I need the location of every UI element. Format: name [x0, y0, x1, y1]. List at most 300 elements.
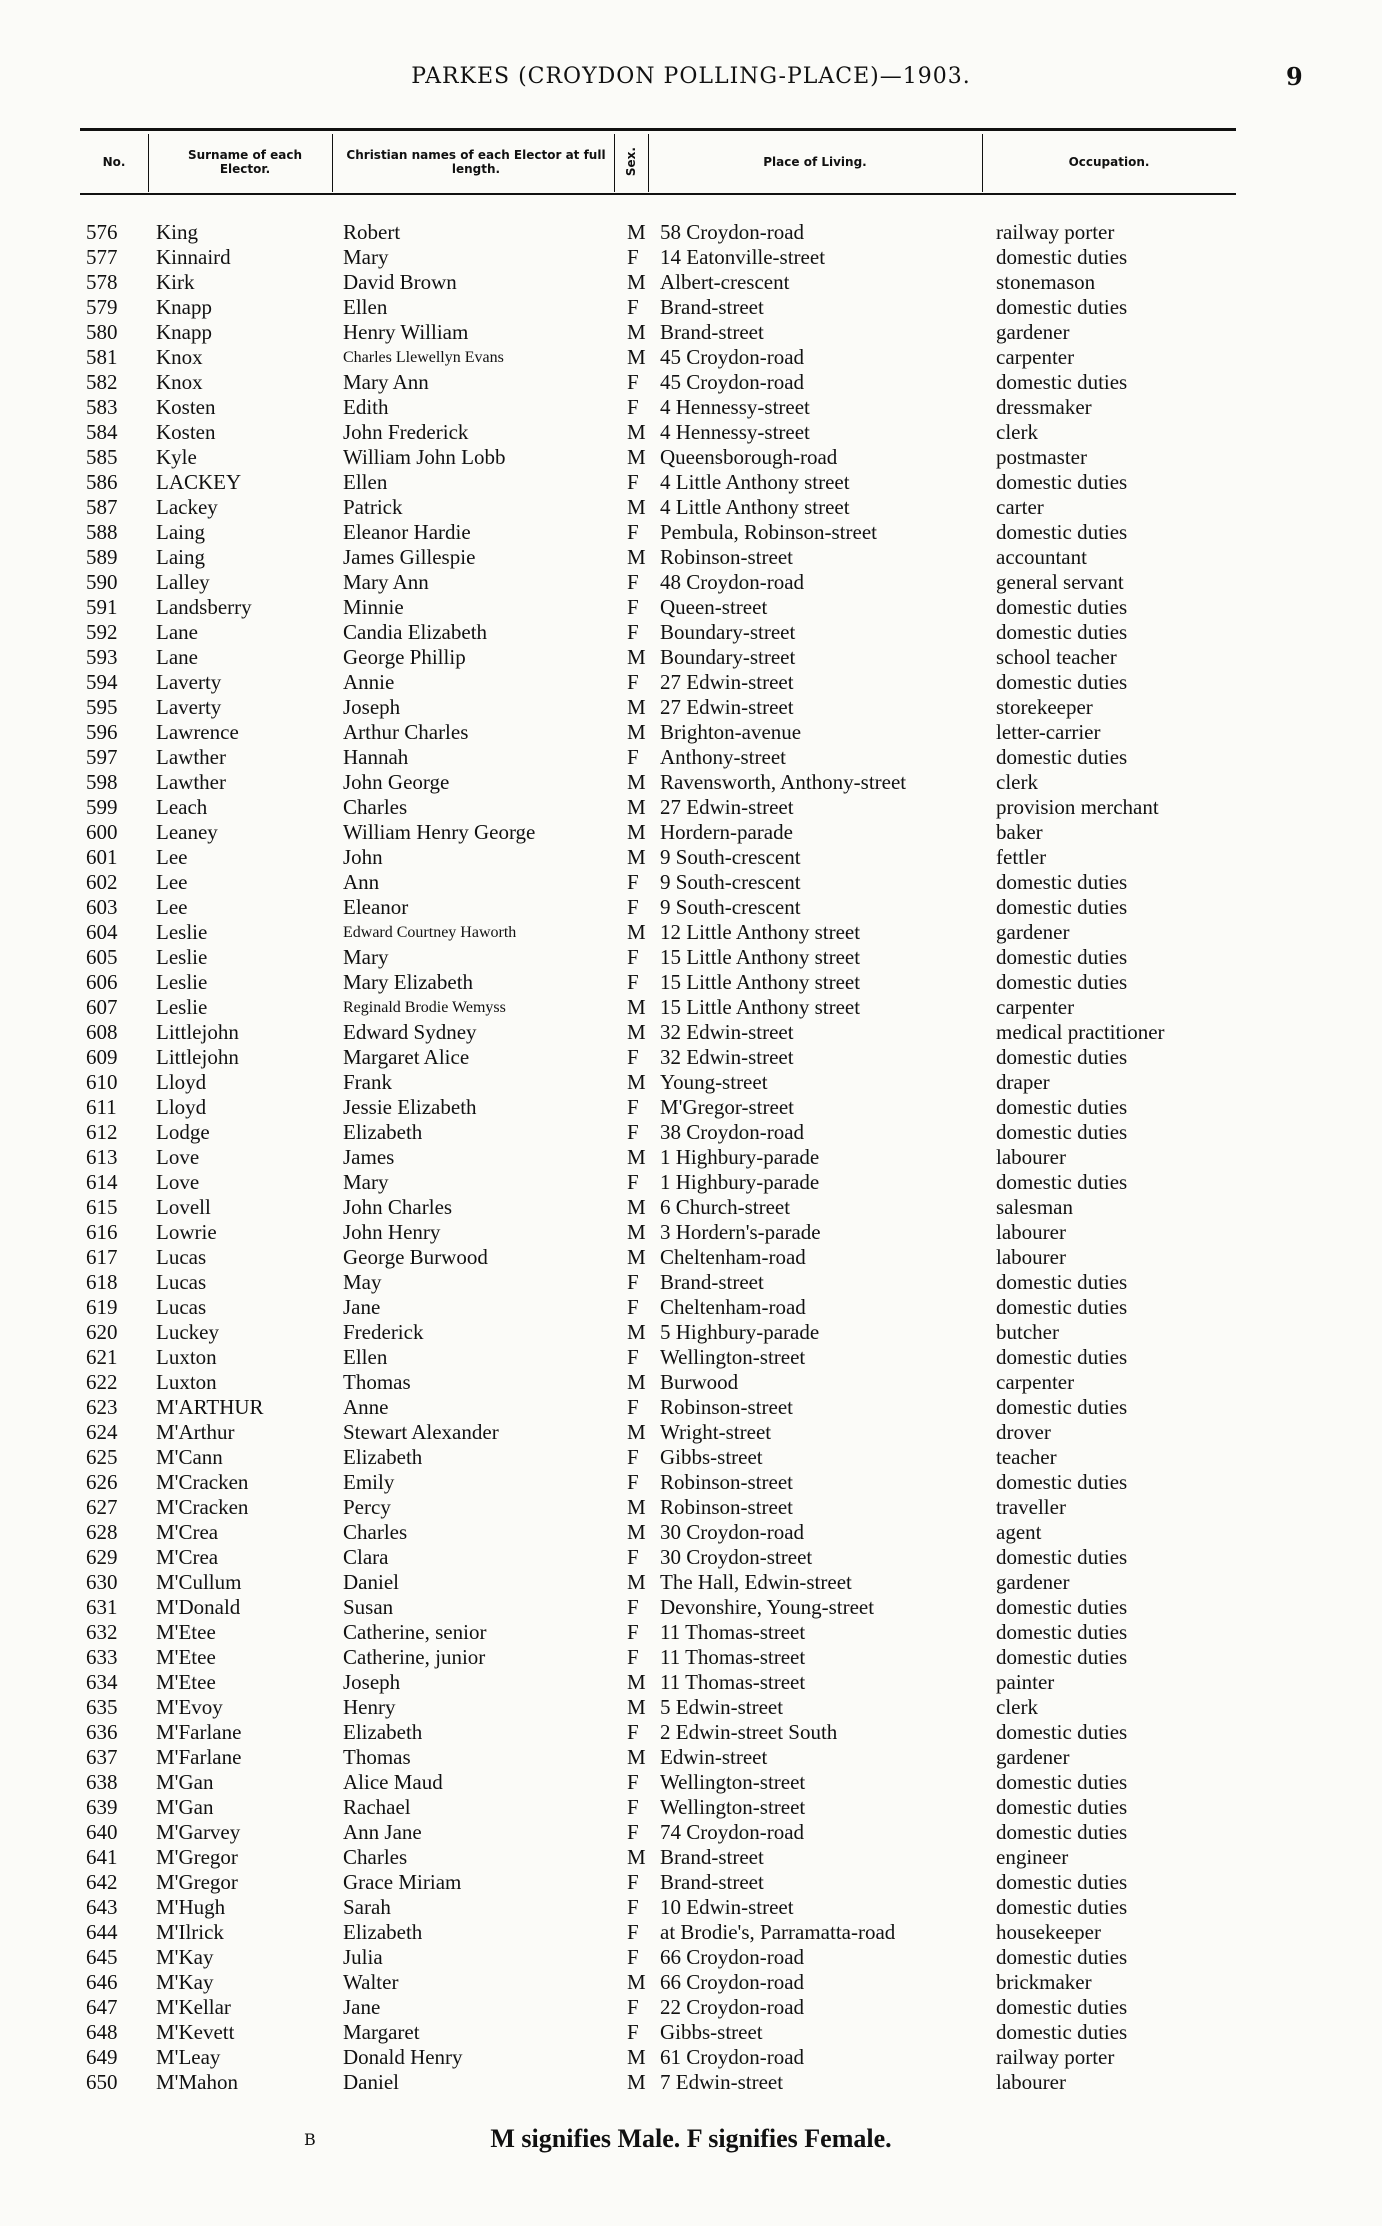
christian-names: Henry William: [343, 320, 469, 344]
place-of-living: 22 Croydon-road: [660, 1995, 805, 2019]
sex: M: [627, 645, 646, 669]
elector-number: 625: [86, 1445, 118, 1469]
elector-number: 608: [86, 1020, 118, 1044]
occupation: labourer: [996, 1145, 1066, 1169]
elector-number: 582: [86, 370, 118, 394]
elector-number: 628: [86, 1520, 118, 1544]
surname: M'Hugh: [156, 1895, 226, 1919]
column-header-christian-names: Christian names of each Elector at full length.: [346, 148, 606, 176]
sex: F: [627, 245, 639, 269]
table-row: [0, 1670, 1382, 1695]
occupation: domestic duties: [996, 1820, 1128, 1844]
christian-names: Candia Elizabeth: [343, 620, 488, 644]
table-row: [0, 1970, 1382, 1995]
sex: F: [627, 1895, 639, 1919]
sex: M: [627, 720, 646, 744]
table-row: [0, 1820, 1382, 1845]
table-row: [0, 645, 1382, 670]
occupation: letter-carrier: [996, 720, 1101, 744]
christian-names: Margaret Alice: [343, 1045, 470, 1069]
table-row: [0, 1095, 1382, 1120]
sex: M: [627, 220, 646, 244]
occupation: labourer: [996, 2070, 1066, 2094]
sex: F: [627, 1645, 639, 1669]
occupation: domestic duties: [996, 1470, 1128, 1494]
surname: Kirk: [156, 270, 195, 294]
sex: M: [627, 1320, 646, 1344]
occupation: labourer: [996, 1220, 1066, 1244]
table-row: [0, 895, 1382, 920]
place-of-living: 1 Highbury-parade: [660, 1170, 820, 1194]
christian-names: John Charles: [343, 1195, 453, 1219]
elector-number: 583: [86, 395, 118, 419]
column-separator: [982, 134, 983, 192]
elector-list: [0, 220, 1382, 2095]
sex: M: [627, 1495, 646, 1519]
christian-names: Ellen: [343, 470, 388, 494]
surname: Lane: [156, 620, 198, 644]
occupation: baker: [996, 820, 1043, 844]
sex: F: [627, 595, 639, 619]
place-of-living: 5 Edwin-street: [660, 1695, 784, 1719]
place-of-living: 58 Croydon-road: [660, 220, 805, 244]
christian-names: Thomas: [343, 1370, 411, 1394]
sex: F: [627, 1120, 639, 1144]
elector-number: 639: [86, 1795, 118, 1819]
sex: M: [627, 320, 646, 344]
christian-names: Clara: [343, 1545, 389, 1569]
occupation: draper: [996, 1070, 1050, 1094]
sex: F: [627, 1770, 639, 1794]
occupation: dressmaker: [996, 395, 1092, 419]
elector-number: 615: [86, 1195, 118, 1219]
christian-names: Annie: [343, 670, 395, 694]
occupation: clerk: [996, 770, 1038, 794]
elector-number: 581: [86, 345, 118, 369]
surname: M'Cann: [156, 1445, 223, 1469]
elector-number: 600: [86, 820, 118, 844]
page-number: 9: [1286, 62, 1303, 91]
elector-number: 596: [86, 720, 118, 744]
elector-number: 642: [86, 1870, 118, 1894]
sex: F: [627, 1820, 639, 1844]
place-of-living: 45 Croydon-road: [660, 345, 805, 369]
place-of-living: Wellington-street: [660, 1795, 806, 1819]
sex: F: [627, 1470, 639, 1494]
occupation: agent: [996, 1520, 1042, 1544]
place-of-living: 11 Thomas-street: [660, 1645, 806, 1669]
surname: Love: [156, 1170, 200, 1194]
place-of-living: 15 Little Anthony street: [660, 995, 861, 1019]
column-separator: [648, 134, 649, 192]
christian-names: Charles Llewellyn Evans: [343, 349, 504, 366]
table-row: [0, 420, 1382, 445]
christian-names: Eleanor: [343, 895, 409, 919]
surname: Lalley: [156, 570, 210, 594]
surname: Leslie: [156, 920, 208, 944]
table-row: [0, 770, 1382, 795]
table-row: [0, 1120, 1382, 1145]
occupation: domestic duties: [996, 1895, 1128, 1919]
surname: Knox: [156, 370, 203, 394]
place-of-living: 10 Edwin-street: [660, 1895, 794, 1919]
table-row: [0, 1420, 1382, 1445]
surname: M'Gregor: [156, 1870, 238, 1894]
sex: M: [627, 695, 646, 719]
occupation: domestic duties: [996, 1170, 1128, 1194]
surname: Lawther: [156, 745, 226, 769]
place-of-living: 6 Church-street: [660, 1195, 791, 1219]
surname: Lawther: [156, 770, 226, 794]
sex: M: [627, 1570, 646, 1594]
place-of-living: The Hall, Edwin-street: [660, 1570, 852, 1594]
christian-names: Hannah: [343, 745, 409, 769]
occupation: domestic duties: [996, 1295, 1128, 1319]
occupation: painter: [996, 1670, 1055, 1694]
occupation: domestic duties: [996, 595, 1128, 619]
elector-number: 631: [86, 1595, 118, 1619]
elector-number: 577: [86, 245, 118, 269]
table-row: [0, 595, 1382, 620]
place-of-living: 4 Hennessy-street: [660, 395, 810, 419]
sex: M: [627, 1370, 646, 1394]
elector-number: 613: [86, 1145, 118, 1169]
surname: Knapp: [156, 320, 212, 344]
sex: M: [627, 1970, 646, 1994]
surname: M'Cracken: [156, 1495, 249, 1519]
sex: F: [627, 1795, 639, 1819]
surname: Leslie: [156, 995, 208, 1019]
elector-number: 576: [86, 220, 118, 244]
elector-number: 585: [86, 445, 118, 469]
occupation: domestic duties: [996, 470, 1128, 494]
christian-names: Catherine, senior: [343, 1620, 487, 1644]
elector-number: 648: [86, 2020, 118, 2044]
place-of-living: Brand-street: [660, 320, 764, 344]
occupation: accountant: [996, 545, 1087, 569]
christian-names: Edward Courtney Haworth: [343, 924, 517, 941]
occupation: salesman: [996, 1195, 1073, 1219]
occupation: domestic duties: [996, 620, 1128, 644]
christian-names: William Henry George: [343, 820, 536, 844]
table-row: [0, 695, 1382, 720]
table-row: [0, 1620, 1382, 1645]
sex: F: [627, 520, 639, 544]
sex: F: [627, 970, 639, 994]
surname: M'Cullum: [156, 1570, 242, 1594]
table-row: [0, 1070, 1382, 1095]
table-row: [0, 870, 1382, 895]
elector-number: 635: [86, 1695, 118, 1719]
surname: Littlejohn: [156, 1045, 239, 1069]
table-row: [0, 970, 1382, 995]
christian-names: Walter: [343, 1970, 399, 1994]
place-of-living: 11 Thomas-street: [660, 1620, 806, 1644]
table-row: [0, 1445, 1382, 1470]
occupation: domestic duties: [996, 1620, 1128, 1644]
sex: F: [627, 395, 639, 419]
christian-names: Mary Ann: [343, 370, 429, 394]
elector-number: 641: [86, 1845, 118, 1869]
surname: Kosten: [156, 420, 216, 444]
christian-names: John: [343, 845, 383, 869]
occupation: butcher: [996, 1320, 1059, 1344]
christian-names: William John Lobb: [343, 445, 506, 469]
surname: M'Ilrick: [156, 1920, 224, 1944]
table-row: [0, 1195, 1382, 1220]
sex: F: [627, 1595, 639, 1619]
table-row: [0, 1945, 1382, 1970]
occupation: gardener: [996, 920, 1070, 944]
sex: F: [627, 1445, 639, 1469]
christian-names: Elizabeth: [343, 1920, 423, 1944]
table-row: [0, 995, 1382, 1020]
table-row: [0, 920, 1382, 945]
table-row: [0, 1370, 1382, 1395]
place-of-living: Brand-street: [660, 1870, 764, 1894]
occupation: gardener: [996, 1745, 1070, 1769]
place-of-living: 15 Little Anthony street: [660, 970, 861, 994]
surname: Lowrie: [156, 1220, 217, 1244]
christian-names: Jane: [343, 1295, 381, 1319]
sex: M: [627, 1520, 646, 1544]
surname: M'Etee: [156, 1645, 216, 1669]
sex: F: [627, 570, 639, 594]
surname: M'Gan: [156, 1795, 214, 1819]
surname: M'Garvey: [156, 1820, 241, 1844]
elector-number: 605: [86, 945, 118, 969]
place-of-living: Robinson-street: [660, 1495, 793, 1519]
sex: F: [627, 1345, 639, 1369]
place-of-living: 32 Edwin-street: [660, 1020, 794, 1044]
table-row: [0, 295, 1382, 320]
elector-number: 586: [86, 470, 118, 494]
elector-number: 650: [86, 2070, 118, 2094]
table-row: [0, 495, 1382, 520]
table-row: [0, 1895, 1382, 1920]
signature-mark: B: [304, 2130, 316, 2149]
place-of-living: 30 Croydon-road: [660, 1520, 805, 1544]
elector-number: 587: [86, 495, 118, 519]
place-of-living: Gibbs-street: [660, 2020, 763, 2044]
table-row: [0, 520, 1382, 545]
elector-number: 610: [86, 1070, 118, 1094]
occupation: housekeeper: [996, 1920, 1101, 1944]
occupation: provision merchant: [996, 795, 1159, 819]
christian-names: Mary Ann: [343, 570, 429, 594]
occupation: gardener: [996, 320, 1070, 344]
place-of-living: at Brodie's, Parramatta-road: [660, 1920, 896, 1944]
christian-names: Daniel: [343, 2070, 399, 2094]
place-of-living: 5 Highbury-parade: [660, 1320, 820, 1344]
christian-names: Robert: [343, 220, 401, 244]
occupation: domestic duties: [996, 945, 1128, 969]
place-of-living: 15 Little Anthony street: [660, 945, 861, 969]
occupation: domestic duties: [996, 895, 1128, 919]
surname: Kyle: [156, 445, 197, 469]
surname: Kosten: [156, 395, 216, 419]
occupation: domestic duties: [996, 970, 1128, 994]
surname: Lloyd: [156, 1095, 207, 1119]
occupation: domestic duties: [996, 1645, 1128, 1669]
occupation: domestic duties: [996, 1720, 1128, 1744]
surname: M'Etee: [156, 1620, 216, 1644]
elector-number: 594: [86, 670, 118, 694]
table-row: [0, 2020, 1382, 2045]
christian-names: May: [343, 1270, 382, 1294]
surname: Lucas: [156, 1270, 207, 1294]
elector-number: 620: [86, 1320, 118, 1344]
elector-number: 645: [86, 1945, 118, 1969]
surname: Lawrence: [156, 720, 239, 744]
column-header-place: Place of Living.: [763, 155, 867, 169]
column-header-sex: [616, 134, 646, 190]
occupation: clerk: [996, 1695, 1038, 1719]
elector-number: 579: [86, 295, 118, 319]
sex: F: [627, 1995, 639, 2019]
place-of-living: 66 Croydon-road: [660, 1945, 805, 1969]
christian-names: Ellen: [343, 295, 388, 319]
place-of-living: Robinson-street: [660, 1395, 793, 1419]
christian-names: Charles: [343, 795, 408, 819]
elector-number: 590: [86, 570, 118, 594]
elector-number: 627: [86, 1495, 118, 1519]
sex: M: [627, 1195, 646, 1219]
elector-number: 604: [86, 920, 118, 944]
place-of-living: 1 Highbury-parade: [660, 1145, 820, 1169]
place-of-living: 4 Hennessy-street: [660, 420, 810, 444]
elector-number: 622: [86, 1370, 118, 1394]
elector-number: 601: [86, 845, 118, 869]
surname: M'Cracken: [156, 1470, 249, 1494]
place-of-living: Boundary-street: [660, 645, 796, 669]
elector-number: 607: [86, 995, 118, 1019]
christian-names: Elizabeth: [343, 1120, 423, 1144]
place-of-living: Pembula, Robinson-street: [660, 520, 877, 544]
occupation: carpenter: [996, 995, 1075, 1019]
surname: M'Etee: [156, 1670, 216, 1694]
surname: M'Kellar: [156, 1995, 231, 2019]
column-header-occupation: Occupation.: [1068, 155, 1150, 169]
place-of-living: 11 Thomas-street: [660, 1670, 806, 1694]
surname: M'Kevett: [156, 2020, 235, 2044]
table-row: [0, 1695, 1382, 1720]
elector-number: 589: [86, 545, 118, 569]
column-separator: [332, 134, 333, 192]
top-rule: [80, 128, 1236, 131]
christian-names: Frederick: [343, 1320, 424, 1344]
table-row: [0, 445, 1382, 470]
surname: M'Leay: [156, 2045, 221, 2069]
elector-number: 623: [86, 1395, 118, 1419]
sex: F: [627, 2020, 639, 2044]
elector-number: 584: [86, 420, 118, 444]
surname: Lodge: [156, 1120, 210, 1144]
place-of-living: Devonshire, Young-street: [660, 1595, 875, 1619]
table-row: [0, 270, 1382, 295]
table-row: [0, 245, 1382, 270]
column-header-no: No.: [102, 155, 126, 169]
sex: M: [627, 1220, 646, 1244]
surname: Lloyd: [156, 1070, 207, 1094]
place-of-living: 74 Croydon-road: [660, 1820, 805, 1844]
occupation: domestic duties: [996, 245, 1128, 269]
sex: F: [627, 1920, 639, 1944]
place-of-living: Brand-street: [660, 1845, 764, 1869]
occupation: domestic duties: [996, 295, 1128, 319]
occupation: domestic duties: [996, 1395, 1128, 1419]
sex-label: Sex.: [624, 147, 638, 177]
sex: F: [627, 1395, 639, 1419]
christian-names: Mary: [343, 245, 389, 269]
elector-number: 609: [86, 1045, 118, 1069]
christian-names: Alice Maud: [343, 1770, 443, 1794]
place-of-living: Wellington-street: [660, 1770, 806, 1794]
surname: Lane: [156, 645, 198, 669]
place-of-living: Ravensworth, Anthony-street: [660, 770, 907, 794]
place-of-living: 7 Edwin-street: [660, 2070, 784, 2094]
surname: M'Kay: [156, 1945, 214, 1969]
place-of-living: Young-street: [660, 1070, 768, 1094]
occupation: domestic duties: [996, 1995, 1128, 2019]
elector-number: 644: [86, 1920, 118, 1944]
christian-names: Rachael: [343, 1795, 411, 1819]
place-of-living: Edwin-street: [660, 1745, 768, 1769]
column-separator: [614, 134, 615, 192]
sex: M: [627, 1695, 646, 1719]
sex: F: [627, 370, 639, 394]
table-row: [0, 1170, 1382, 1195]
place-of-living: 2 Edwin-street South: [660, 1720, 838, 1744]
surname: Leslie: [156, 945, 208, 969]
table-row: [0, 1645, 1382, 1670]
occupation: domestic duties: [996, 1795, 1128, 1819]
christian-names: Edward Sydney: [343, 1020, 477, 1044]
place-of-living: Brand-street: [660, 1270, 764, 1294]
occupation: domestic duties: [996, 670, 1128, 694]
christian-names: Frank: [343, 1070, 392, 1094]
surname: King: [156, 220, 198, 244]
elector-number: 588: [86, 520, 118, 544]
christian-names: Margaret: [343, 2020, 420, 2044]
place-of-living: 38 Croydon-road: [660, 1120, 805, 1144]
place-of-living: 14 Eatonville-street: [660, 245, 826, 269]
elector-number: 633: [86, 1645, 118, 1669]
sex: M: [627, 920, 646, 944]
occupation: medical practitioner: [996, 1020, 1165, 1044]
sex: M: [627, 445, 646, 469]
christian-names: James Gillespie: [343, 545, 476, 569]
christian-names: Mary Elizabeth: [343, 970, 474, 994]
elector-number: 636: [86, 1720, 118, 1744]
surname: M'ARTHUR: [156, 1395, 264, 1419]
surname: Kinnaird: [156, 245, 231, 269]
surname: Lee: [156, 845, 188, 869]
page-title: PARKES (CROYDON POLLING-PLACE)—1903.: [411, 64, 971, 89]
christian-names: Charles: [343, 1520, 408, 1544]
occupation: school teacher: [996, 645, 1117, 669]
elector-number: 640: [86, 1820, 118, 1844]
place-of-living: 12 Little Anthony street: [660, 920, 861, 944]
table-row: [0, 1920, 1382, 1945]
sex: M: [627, 795, 646, 819]
place-of-living: Wright-street: [660, 1420, 772, 1444]
table-row: [0, 545, 1382, 570]
occupation: carpenter: [996, 345, 1075, 369]
elector-number: 618: [86, 1270, 118, 1294]
surname: M'Mahon: [156, 2070, 238, 2094]
table-row: [0, 1770, 1382, 1795]
